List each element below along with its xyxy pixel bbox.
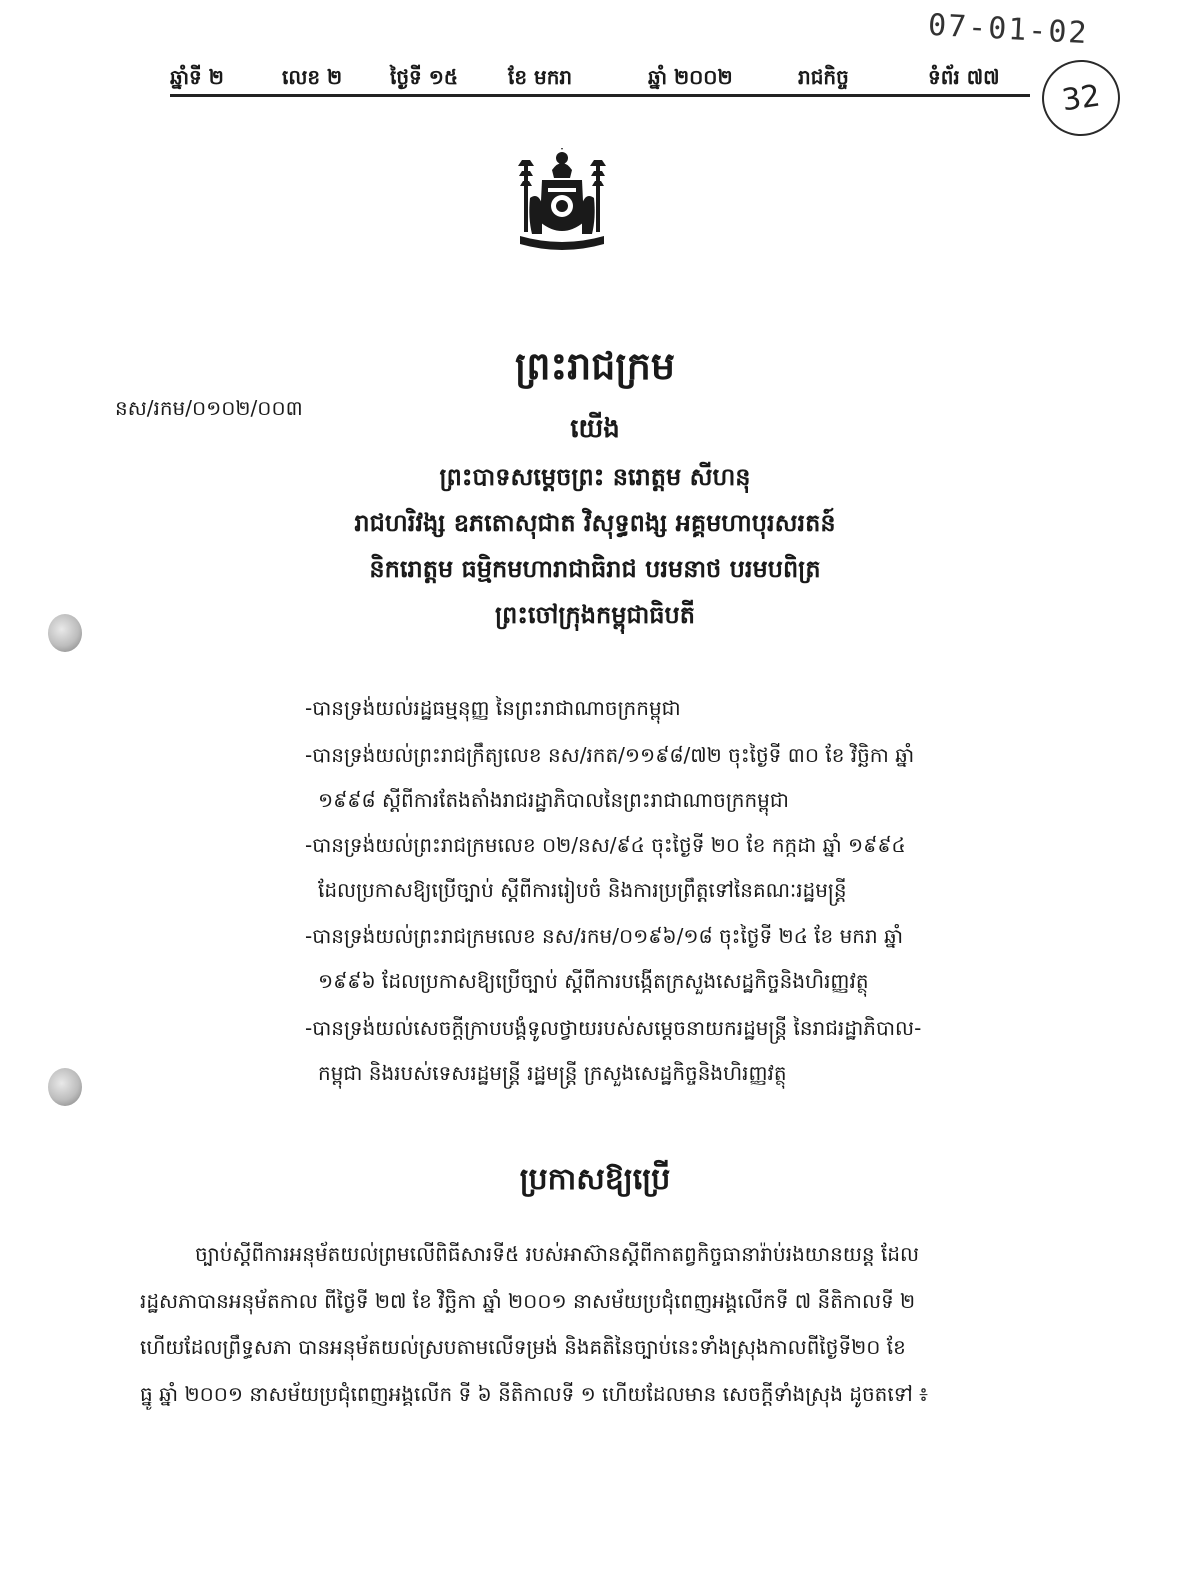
body-line: ច្បាប់ស្តីពីការអនុម័តយល់ព្រមលើពិធីសារទី៥ របស់អាស៊ានស្តីពីកាតព្វកិច្ចធានារ៉ាប់រងយានយន្ត ដែល (195, 1242, 920, 1266)
recital-line: ១៩៩៨ ស្តីពីការតែងតាំងរាជរដ្ឋាភិបាលនៃព្រះរាជាណាចក្រកម្ពុជា (318, 788, 789, 812)
body-line: រដ្ឋសភាបានអនុម័តកាល ពីថ្ងៃទី ២៧ ខែ វិច្ឆិកា ឆ្នាំ ២០០១ នាសម័យប្រជុំពេញអង្គលើកទី ៧ នីតិកាលទី ២ (140, 1289, 916, 1313)
promulgate-heading: ប្រកាសឱ្យប្រើ (519, 1162, 671, 1197)
recital-line: ដែលប្រកាសឱ្យប្រើច្បាប់ ស្តីពីការរៀបចំ និងការប្រព្រឹត្តទៅនៃគណៈរដ្ឋមន្ត្រី (318, 878, 847, 902)
king-title-line-2: រាជហរិវង្ស ឧភតោសុជាត វិសុទ្ធពង្ស អគ្គមហាបុរសរតន៍ (354, 509, 836, 537)
handwritten-page-number: 32 (1037, 55, 1125, 141)
decree-reference-number: នស/រកម/០១០២/០០៣ (115, 396, 303, 420)
recital-line: -បានទ្រង់យល់សេចក្តីក្រាបបង្គំទូលថ្វាយរបស់សម្តេចនាយករដ្ឋមន្ត្រី នៃរាជរដ្ឋាភិបាល- (305, 1016, 922, 1040)
gazette-header (170, 62, 1030, 97)
gazette-year: ឆ្នាំ ២០០២ (648, 65, 733, 89)
handwritten-date: 07-01-02 (927, 7, 1090, 52)
king-title-line-4: ព្រះចៅក្រុងកម្ពុជាធិបតី (494, 601, 696, 629)
king-title-line-3: និករោត្តម ធម្មិកមហារាជាធិរាជ បរមនាថ បរមបពិត្រ (369, 555, 821, 583)
recital-line: -បានទ្រង់យល់ព្រះរាជក្រឹត្យលេខ នស/រកត/១១៩៨/៧២ ចុះថ្ងៃទី ៣០ ខែ វិច្ឆិកា ឆ្នាំ (305, 743, 915, 767)
gazette-day: ថ្ងៃទី ១៥ (390, 65, 458, 89)
punch-hole (48, 614, 82, 652)
gazette-year-of-issue: ឆ្នាំទី ២ (170, 65, 224, 89)
decree-we: យើង (570, 414, 620, 444)
recital-line: ១៩៩៦ ដែលប្រកាសឱ្យប្រើច្បាប់ ស្តីពីការបង្កើតក្រសួងសេដ្ឋកិច្ចនិងហិរញ្ញវត្ថុ (318, 969, 869, 993)
recital-line: កម្ពុជា និងរបស់ទេសរដ្ឋមន្ត្រី រដ្ឋមន្ត្រី ក្រសួងសេដ្ឋកិច្ចនិងហិរញ្ញវត្ថុ (318, 1061, 787, 1085)
recital-line: -បានទ្រង់យល់ព្រះរាជក្រមលេខ នស/រកម/០១៩៦/១៨ ចុះថ្ងៃទី ២៤ ខែ មករា ឆ្នាំ (305, 924, 904, 948)
gazette-number: លេខ ២ (282, 65, 343, 89)
recital-line: -បានទ្រង់យល់ព្រះរាជក្រមលេខ ០២/នស/៩៤ ចុះថ្ងៃទី ២០ ខែ កក្កដា ឆ្នាំ ១៩៩៤ (305, 833, 906, 857)
body-line: ហើយដែលព្រឹទ្ធសភា បានអនុម័តយល់ស្របតាមលើទម្រង់ និងគតិនៃច្បាប់នេះទាំងស្រុងកាលពីថ្ងៃទី២០ ខែ (140, 1335, 906, 1359)
decree-title: ព្រះរាជក្រម (515, 344, 675, 388)
king-title-line-1: ព្រះបាទសម្តេចព្រះ នរោត្តម សីហនុ (439, 463, 751, 491)
gazette-month: ខែ មករា (508, 65, 573, 89)
punch-hole (48, 1068, 82, 1106)
gazette-page: ទំព័រ ៧៧ (928, 65, 1000, 89)
royal-emblem-icon (512, 148, 612, 254)
body-line: ធ្នូ ឆ្នាំ ២០០១ នាសម័យប្រជុំពេញអង្គលើក ទី ៦ នីតិកាលទី ១ ហើយដែលមាន សេចក្តីទាំងស្រុង ដូចតទៅ ៖ (140, 1382, 928, 1406)
gazette-publication: រាជកិច្ច (798, 65, 849, 89)
recital-line: -បានទ្រង់យល់រដ្ឋធម្មនុញ្ញ នៃព្រះរាជាណាចក្រកម្ពុជា (305, 696, 681, 720)
